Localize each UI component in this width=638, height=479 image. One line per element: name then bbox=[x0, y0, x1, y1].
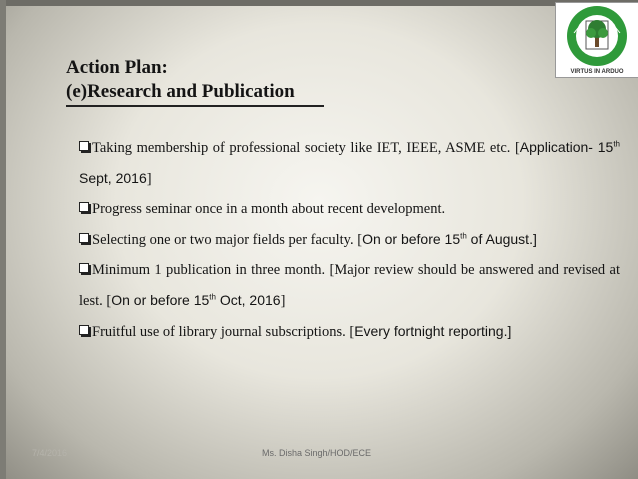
institute-logo bbox=[555, 2, 638, 78]
title-line-1: Action Plan: bbox=[66, 57, 168, 78]
checkbox-bullet-icon bbox=[79, 141, 89, 151]
slide-title bbox=[66, 56, 295, 104]
list-item: Fruitful use of library journal subscriptions. [Every fortnight reporting.] bbox=[79, 316, 620, 347]
list-item: Taking membership of professional society like IET, IEEE, ASME etc. [Application- 15th Sept, 2016] bbox=[79, 139, 620, 187]
action-plan-list bbox=[79, 132, 620, 347]
checkbox-bullet-icon bbox=[79, 263, 89, 273]
slide-top-border bbox=[0, 0, 638, 6]
title-line-2: (e)Research and Publication bbox=[66, 81, 295, 102]
title-underline bbox=[66, 105, 324, 107]
footer-date: 7/4/2016 bbox=[32, 448, 68, 458]
checkbox-bullet-icon bbox=[79, 325, 89, 335]
list-item: Selecting one or two major fields per faculty. [On or before 15th of August.] bbox=[79, 224, 620, 255]
checkbox-bullet-icon bbox=[79, 233, 89, 243]
slide-left-border bbox=[0, 0, 6, 479]
list-item: Progress seminar once in a month about recent development. bbox=[79, 194, 620, 224]
list-item: Minimum 1 publication in three month. [Major review should be answered and revised at lest. [On or before 15th Oct, 2016] bbox=[79, 262, 620, 309]
logo-emblem-icon bbox=[556, 3, 638, 77]
checkbox-bullet-icon bbox=[79, 202, 89, 212]
footer-author: Ms. Disha Singh/HOD/ECE bbox=[262, 448, 372, 458]
logo-motto: VIRTUS IN ARDUO bbox=[570, 69, 624, 75]
